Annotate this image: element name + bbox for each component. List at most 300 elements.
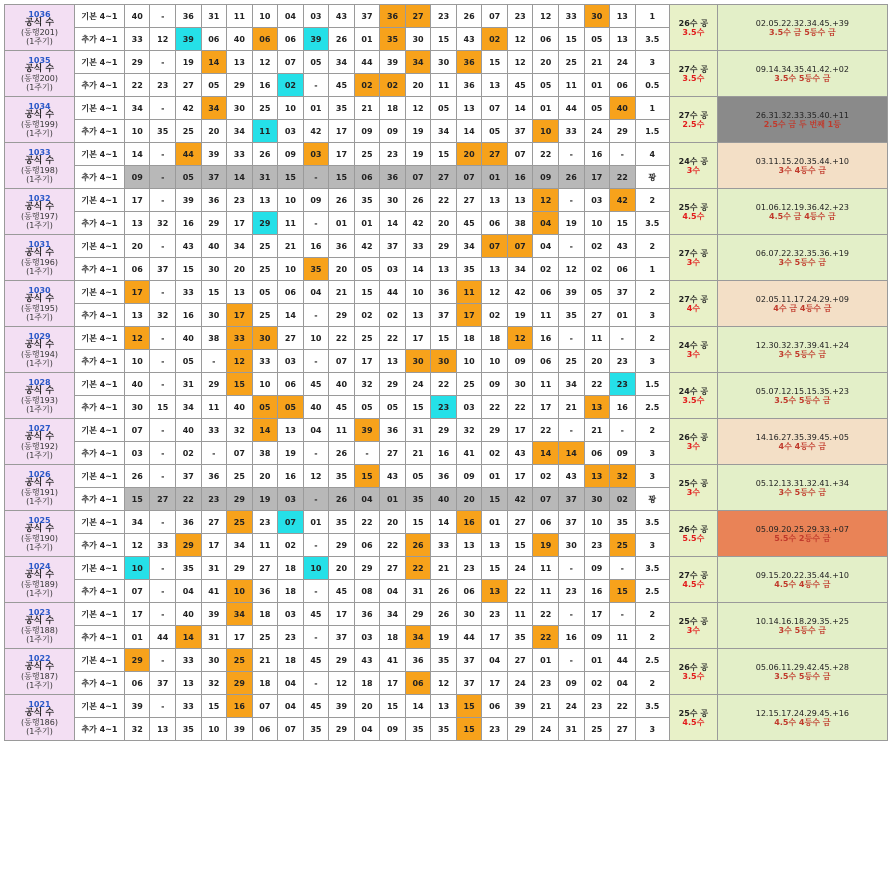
- number-cell: 39: [124, 695, 150, 718]
- number-cell: 31: [201, 626, 227, 649]
- number-cell: 44: [456, 626, 482, 649]
- number-cell: 01: [380, 488, 406, 511]
- number-cell: 21: [405, 442, 431, 465]
- row-label: 기본 4~1: [74, 327, 124, 350]
- number-cell: 35: [303, 258, 329, 281]
- number-cell: 14: [431, 511, 457, 534]
- number-cell: 02: [482, 304, 508, 327]
- number-cell: 45: [303, 603, 329, 626]
- result-note: [717, 281, 887, 327]
- number-cell: 38: [252, 442, 278, 465]
- number-cell: 11: [252, 120, 278, 143]
- number-cell: 27: [278, 327, 304, 350]
- number-cell: 05: [252, 281, 278, 304]
- number-cell: 06: [533, 281, 559, 304]
- number-cell: 30: [201, 649, 227, 672]
- number-cell: 26: [431, 580, 457, 603]
- note-result: 4.5수 4등수 금: [774, 717, 831, 727]
- number-cell: -: [150, 603, 176, 626]
- number-cell: -: [303, 488, 329, 511]
- number-cell: 33: [124, 28, 150, 51]
- round-header: [5, 465, 75, 511]
- number-cell: 15: [201, 695, 227, 718]
- note-numbers: 12.15.17.24.29.45.+16: [755, 708, 849, 718]
- number-cell: 29: [201, 212, 227, 235]
- number-cell: 23: [150, 74, 176, 97]
- number-cell: 34: [431, 120, 457, 143]
- number-cell: 39: [227, 718, 253, 741]
- number-cell: 34: [227, 603, 253, 626]
- row-label: 기본 4~1: [74, 511, 124, 534]
- count-sub: 3.5수: [682, 395, 705, 405]
- number-cell: 25: [354, 327, 380, 350]
- number-cell: 16: [176, 304, 202, 327]
- number-cell: -: [558, 649, 584, 672]
- note-result: 3.5수 5등수 금: [774, 73, 831, 83]
- number-cell: 07: [507, 143, 533, 166]
- score-cell: 2: [635, 189, 669, 212]
- number-cell: 20: [456, 488, 482, 511]
- score-cell: 2.5: [635, 396, 669, 419]
- count-sub: 5.5수: [682, 533, 705, 543]
- number-cell: 35: [431, 649, 457, 672]
- number-cell: 15: [558, 28, 584, 51]
- number-cell: 35: [176, 718, 202, 741]
- number-cell: 21: [558, 396, 584, 419]
- number-cell: 36: [456, 74, 482, 97]
- number-cell: 43: [176, 235, 202, 258]
- round-label: 공식 수: [24, 339, 55, 350]
- number-cell: 17: [227, 626, 253, 649]
- number-cell: 09: [533, 166, 559, 189]
- number-cell: 37: [150, 672, 176, 695]
- number-cell: 29: [431, 235, 457, 258]
- number-cell: 01: [124, 626, 150, 649]
- number-cell: 13: [507, 189, 533, 212]
- note-result: 3수 4등수 금: [778, 165, 827, 175]
- count-sub: 3수: [686, 257, 700, 267]
- round-round: 1033: [28, 147, 51, 157]
- round-sub: (동행195): [21, 303, 58, 313]
- number-cell: 43: [558, 465, 584, 488]
- count-sub: 3.5수: [682, 671, 705, 681]
- row-label: 기본 4~1: [74, 51, 124, 74]
- number-cell: 19: [558, 212, 584, 235]
- number-cell: 18: [354, 672, 380, 695]
- number-cell: 32: [354, 373, 380, 396]
- number-cell: 06: [354, 534, 380, 557]
- number-cell: 44: [610, 649, 636, 672]
- number-cell: -: [150, 51, 176, 74]
- base-row: [5, 557, 888, 580]
- number-cell: 39: [303, 28, 329, 51]
- number-cell: 09: [354, 120, 380, 143]
- score-cell: 3: [635, 442, 669, 465]
- round-sub: (동행201): [21, 27, 58, 37]
- number-cell: 16: [431, 442, 457, 465]
- number-cell: -: [150, 166, 176, 189]
- number-cell: 09: [610, 442, 636, 465]
- number-cell: 08: [354, 580, 380, 603]
- number-cell: -: [201, 442, 227, 465]
- note-numbers: 12.30.32.37.39.41.+24: [755, 340, 849, 350]
- number-cell: 22: [405, 557, 431, 580]
- number-cell: 36: [431, 281, 457, 304]
- round-round: 1035: [28, 55, 51, 65]
- count-cell: [669, 373, 717, 419]
- number-cell: 07: [456, 166, 482, 189]
- number-cell: 15: [431, 143, 457, 166]
- number-cell: 20: [354, 695, 380, 718]
- number-cell: 03: [278, 350, 304, 373]
- number-cell: 15: [456, 695, 482, 718]
- number-cell: 21: [252, 649, 278, 672]
- number-cell: 06: [533, 28, 559, 51]
- round-header: [5, 51, 75, 97]
- count-cell: [669, 97, 717, 143]
- round-round: 1023: [28, 607, 51, 617]
- number-cell: 06: [278, 281, 304, 304]
- number-cell: 21: [584, 419, 610, 442]
- number-cell: 09: [507, 350, 533, 373]
- note-numbers: 26.31.32.33.35.40.+11: [755, 110, 849, 120]
- note-numbers: 05.06.11.29.42.45.+28: [755, 662, 849, 672]
- note-result: 3수 5등수 금: [778, 625, 827, 635]
- number-cell: 21: [431, 557, 457, 580]
- number-cell: 34: [456, 235, 482, 258]
- row-label: 기본 4~1: [74, 373, 124, 396]
- row-label: 기본 4~1: [74, 465, 124, 488]
- number-cell: 22: [380, 534, 406, 557]
- count-sub: 3수: [686, 349, 700, 359]
- base-row: [5, 695, 888, 718]
- round-header: [5, 235, 75, 281]
- number-cell: 42: [405, 212, 431, 235]
- note-numbers: 05.09.20.25.29.33.+07: [755, 524, 849, 534]
- number-cell: 21: [329, 281, 355, 304]
- number-cell: -: [303, 442, 329, 465]
- number-cell: 06: [354, 166, 380, 189]
- round-round: 1025: [28, 515, 51, 525]
- number-cell: -: [201, 350, 227, 373]
- number-cell: 12: [507, 327, 533, 350]
- number-cell: 17: [124, 281, 150, 304]
- number-cell: 04: [278, 672, 304, 695]
- number-cell: 27: [380, 442, 406, 465]
- number-cell: 15: [176, 258, 202, 281]
- number-cell: 15: [610, 580, 636, 603]
- number-cell: 35: [405, 718, 431, 741]
- round-sub: (동행189): [21, 579, 58, 589]
- number-cell: 16: [584, 580, 610, 603]
- number-cell: 26: [124, 465, 150, 488]
- number-cell: 36: [456, 51, 482, 74]
- round-label: 공식 수: [24, 201, 55, 212]
- count-cell: [669, 51, 717, 97]
- number-cell: 07: [278, 718, 304, 741]
- base-row: [5, 465, 888, 488]
- number-cell: 17: [227, 212, 253, 235]
- number-cell: 40: [124, 5, 150, 28]
- number-cell: 15: [405, 511, 431, 534]
- number-cell: 01: [303, 97, 329, 120]
- number-cell: 05: [176, 166, 202, 189]
- base-row: [5, 419, 888, 442]
- number-cell: 25: [558, 350, 584, 373]
- number-cell: 02: [278, 74, 304, 97]
- number-cell: 11: [329, 419, 355, 442]
- number-cell: 07: [227, 442, 253, 465]
- number-cell: 07: [278, 51, 304, 74]
- score-cell: 1.5: [635, 373, 669, 396]
- number-cell: 29: [482, 419, 508, 442]
- number-cell: 33: [431, 534, 457, 557]
- base-row: [5, 143, 888, 166]
- number-cell: 15: [329, 166, 355, 189]
- number-cell: -: [150, 189, 176, 212]
- number-cell: 23: [533, 672, 559, 695]
- count-main: 27수 공: [678, 294, 709, 304]
- number-cell: 37: [456, 672, 482, 695]
- round-sub2: (1주기): [26, 266, 53, 276]
- number-cell: 22: [431, 189, 457, 212]
- number-cell: 10: [124, 557, 150, 580]
- number-cell: 17: [584, 603, 610, 626]
- number-cell: -: [150, 281, 176, 304]
- round-round: 1034: [28, 101, 51, 111]
- count-main: 26수 공: [678, 662, 709, 672]
- number-cell: 43: [507, 442, 533, 465]
- count-cell: [669, 327, 717, 373]
- number-cell: -: [610, 419, 636, 442]
- number-cell: 29: [124, 51, 150, 74]
- round-round: 1036: [28, 9, 51, 19]
- number-cell: 44: [558, 97, 584, 120]
- number-cell: 15: [354, 465, 380, 488]
- number-cell: 37: [456, 649, 482, 672]
- round-sub: (동행187): [21, 671, 58, 681]
- number-cell: 17: [201, 534, 227, 557]
- number-cell: -: [558, 189, 584, 212]
- number-cell: 40: [610, 97, 636, 120]
- number-cell: 04: [354, 718, 380, 741]
- number-cell: 26: [329, 442, 355, 465]
- number-cell: -: [558, 419, 584, 442]
- number-cell: 12: [558, 258, 584, 281]
- number-cell: 27: [405, 5, 431, 28]
- row-label: 추가 4~1: [74, 718, 124, 741]
- number-cell: 14: [507, 97, 533, 120]
- number-cell: 32: [227, 419, 253, 442]
- number-cell: 36: [201, 465, 227, 488]
- number-cell: 16: [227, 695, 253, 718]
- number-cell: 11: [431, 74, 457, 97]
- number-cell: 40: [431, 488, 457, 511]
- number-cell: 22: [431, 373, 457, 396]
- number-cell: 06: [610, 74, 636, 97]
- number-cell: 34: [124, 511, 150, 534]
- number-cell: 17: [482, 672, 508, 695]
- number-cell: 15: [124, 488, 150, 511]
- number-cell: 06: [533, 511, 559, 534]
- number-cell: 07: [533, 488, 559, 511]
- number-cell: 06: [584, 442, 610, 465]
- number-cell: 42: [507, 281, 533, 304]
- number-cell: -: [150, 419, 176, 442]
- result-note: [717, 327, 887, 373]
- number-cell: 40: [201, 235, 227, 258]
- number-cell: 07: [482, 5, 508, 28]
- number-cell: -: [558, 143, 584, 166]
- number-cell: 35: [329, 511, 355, 534]
- result-note: [717, 189, 887, 235]
- number-cell: 24: [558, 695, 584, 718]
- number-cell: 16: [252, 74, 278, 97]
- number-cell: -: [150, 5, 176, 28]
- number-cell: 07: [278, 511, 304, 534]
- base-row: [5, 51, 888, 74]
- note-numbers: 05.12.13.31.32.41.+34: [755, 478, 849, 488]
- row-label: 추가 4~1: [74, 74, 124, 97]
- number-cell: 13: [482, 258, 508, 281]
- number-cell: 11: [533, 580, 559, 603]
- note-numbers: 14.16.27.35.39.45.+05: [755, 432, 849, 442]
- number-cell: 34: [124, 97, 150, 120]
- note-numbers: 02.05.11.17.24.29.+09: [755, 294, 849, 304]
- round-sub: (동행199): [21, 119, 58, 129]
- number-cell: 16: [610, 396, 636, 419]
- round-sub: (동행198): [21, 165, 58, 175]
- count-cell: [669, 143, 717, 189]
- number-cell: 29: [227, 557, 253, 580]
- number-cell: 25: [252, 235, 278, 258]
- number-cell: 29: [329, 534, 355, 557]
- number-cell: -: [150, 511, 176, 534]
- number-cell: 45: [329, 74, 355, 97]
- number-cell: 35: [150, 120, 176, 143]
- number-cell: 14: [252, 419, 278, 442]
- number-cell: 01: [482, 166, 508, 189]
- number-cell: -: [150, 373, 176, 396]
- number-cell: 41: [201, 580, 227, 603]
- number-cell: 07: [405, 166, 431, 189]
- count-cell: [669, 603, 717, 649]
- result-note: [717, 143, 887, 189]
- round-header: [5, 373, 75, 419]
- number-cell: 41: [456, 442, 482, 465]
- number-cell: -: [150, 97, 176, 120]
- number-cell: 09: [558, 672, 584, 695]
- number-cell: -: [150, 465, 176, 488]
- number-cell: 02: [354, 74, 380, 97]
- number-cell: 25: [176, 120, 202, 143]
- number-cell: 25: [610, 534, 636, 557]
- round-header: [5, 649, 75, 695]
- count-main: 24수 공: [678, 156, 709, 166]
- number-cell: 26: [405, 189, 431, 212]
- note-numbers: 05.07.12.15.15.35.+23: [755, 386, 849, 396]
- round-header: [5, 511, 75, 557]
- number-cell: 25: [252, 258, 278, 281]
- round-sub: (동행196): [21, 257, 58, 267]
- number-cell: 29: [227, 74, 253, 97]
- round-label: 공식 수: [24, 385, 55, 396]
- row-label: 기본 4~1: [74, 143, 124, 166]
- number-cell: 40: [176, 327, 202, 350]
- number-cell: 37: [201, 166, 227, 189]
- number-cell: 35: [329, 465, 355, 488]
- number-cell: 43: [354, 649, 380, 672]
- number-cell: 17: [124, 603, 150, 626]
- score-cell: 3: [635, 465, 669, 488]
- number-cell: 02: [176, 442, 202, 465]
- number-cell: 18: [380, 626, 406, 649]
- number-cell: 40: [124, 373, 150, 396]
- count-main: 25수 공: [678, 478, 709, 488]
- number-cell: 17: [329, 603, 355, 626]
- base-row: [5, 189, 888, 212]
- number-cell: 18: [456, 327, 482, 350]
- number-cell: 20: [405, 74, 431, 97]
- row-label: 추가 4~1: [74, 304, 124, 327]
- score-cell: 2.5: [635, 580, 669, 603]
- round-label: 공식 수: [24, 63, 55, 74]
- number-cell: 18: [252, 603, 278, 626]
- number-cell: 25: [227, 465, 253, 488]
- number-cell: 20: [124, 235, 150, 258]
- number-cell: 33: [176, 649, 202, 672]
- number-cell: 27: [252, 557, 278, 580]
- number-cell: 35: [303, 718, 329, 741]
- number-cell: 17: [227, 304, 253, 327]
- number-cell: -: [303, 580, 329, 603]
- round-round: 1024: [28, 561, 51, 571]
- number-cell: 29: [507, 718, 533, 741]
- note-result: 3.5수 금 5등수 금: [769, 27, 836, 37]
- number-cell: 15: [610, 212, 636, 235]
- note-result: 3수 5등수 금: [778, 349, 827, 359]
- number-cell: 12: [329, 672, 355, 695]
- base-row: [5, 649, 888, 672]
- number-cell: 43: [610, 235, 636, 258]
- number-cell: 42: [610, 189, 636, 212]
- number-cell: 29: [176, 534, 202, 557]
- number-cell: 18: [482, 327, 508, 350]
- number-cell: -: [558, 557, 584, 580]
- number-cell: 45: [507, 74, 533, 97]
- number-cell: 19: [405, 120, 431, 143]
- number-cell: 03: [354, 626, 380, 649]
- number-cell: 11: [278, 212, 304, 235]
- note-result: 4.5수 4등수 금: [774, 579, 831, 589]
- count-main: 25수 공: [678, 616, 709, 626]
- base-row: [5, 511, 888, 534]
- number-cell: -: [303, 212, 329, 235]
- count-sub: 3수: [686, 441, 700, 451]
- number-cell: 29: [329, 718, 355, 741]
- number-cell: 09: [482, 373, 508, 396]
- number-cell: 07: [329, 350, 355, 373]
- number-cell: 27: [380, 557, 406, 580]
- score-cell: 3.5: [635, 695, 669, 718]
- number-cell: 03: [278, 603, 304, 626]
- number-cell: 39: [329, 695, 355, 718]
- number-cell: 16: [278, 465, 304, 488]
- number-cell: 45: [303, 695, 329, 718]
- number-cell: 43: [329, 5, 355, 28]
- number-cell: 37: [176, 465, 202, 488]
- number-cell: 02: [380, 74, 406, 97]
